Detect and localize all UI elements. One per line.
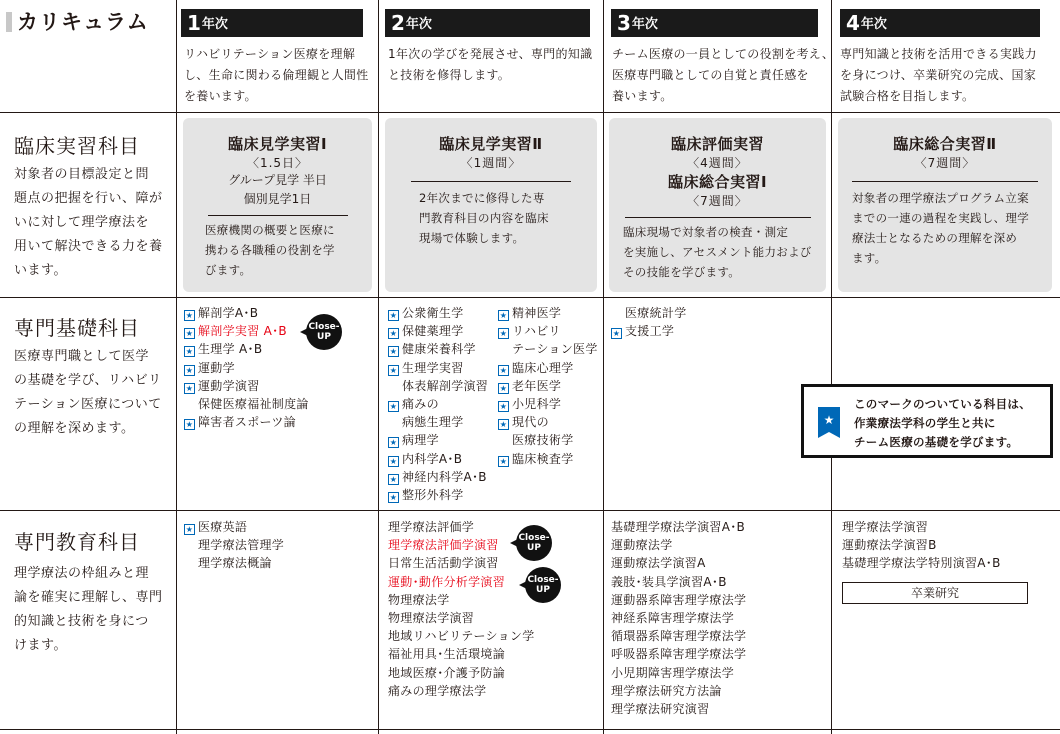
subject-label: 理学療法研究演習 <box>611 702 710 717</box>
subject-label: 痛みの <box>402 397 439 412</box>
desc-line: し、生命に関わる倫理観と人間性 <box>184 68 369 82</box>
column-divider <box>831 0 832 734</box>
text-line: を実施し、アセスメント能力および <box>623 245 812 259</box>
subject-item <box>611 591 746 609</box>
subject-label: 理学療法概論 <box>198 556 272 571</box>
desc-line: リハビリテーション医療を理解 <box>184 47 356 61</box>
year-number: 3 <box>617 11 631 35</box>
subject-item <box>498 340 598 358</box>
subject-label: 基礎理学療法学演習A･B <box>611 520 746 534</box>
subject-item <box>842 536 1001 554</box>
clinical-title: 臨床評価実習 <box>670 135 764 153</box>
clinical-box-year3 <box>609 118 826 292</box>
subject-label: 理学療法評価学 <box>388 520 475 534</box>
subject-item <box>388 395 488 413</box>
star-mark-icon: ★ <box>499 311 508 320</box>
subject-label: 精神医学 <box>512 306 562 320</box>
subject-item <box>388 486 488 504</box>
star-mark-icon: ★ <box>499 420 508 430</box>
subject-label: 地域リハビリテーション学 <box>388 629 535 644</box>
clinical-text <box>838 188 1052 268</box>
specialized-subjects-year3 <box>611 518 746 718</box>
clinical-title: 臨床見学実習Ⅰ <box>227 135 328 153</box>
year-suffix: 年次 <box>860 17 887 32</box>
subject-label: 健康栄養科学 <box>402 342 476 357</box>
year-suffix: 年次 <box>405 17 432 32</box>
subject-label: 障害者スポーツ論 <box>198 415 296 430</box>
subject-item <box>611 518 746 536</box>
subject-label: 運動･動作分析学演習 <box>388 574 506 589</box>
text-line: 療法士となるための理解を深め <box>852 231 1018 245</box>
basic-row-description <box>14 345 174 441</box>
text-line: 対象者の理学療法プログラム立案 <box>852 191 1029 205</box>
year-3-header <box>611 9 818 37</box>
subject-item <box>611 627 746 645</box>
legend-line: 作業療法学科の学生と共に <box>854 416 996 430</box>
subject-label: 神経内科学A･B <box>402 469 487 484</box>
closeup-label: UP <box>527 543 541 553</box>
bookmark-star-icon: ★ <box>818 407 840 437</box>
year-1-header <box>181 9 363 37</box>
subject-item <box>388 645 535 663</box>
subject-label: 老年医学 <box>512 378 562 393</box>
desc-line: 対象者の目標設定と問 <box>14 167 150 182</box>
subject-item <box>184 322 309 340</box>
star-mark-icon: ★ <box>389 402 398 412</box>
clinical-box-year1 <box>183 118 372 292</box>
desc-line: を身につけ、卒業研究の完成、国家 <box>840 68 1037 82</box>
subject-item <box>184 518 284 536</box>
subject-label: 運動療法学 <box>611 538 673 553</box>
star-mark-icon: ★ <box>389 438 398 448</box>
subject-item <box>184 377 309 395</box>
subject-label: 生理学 A･B <box>198 342 263 357</box>
desc-line: 題点の把握を行い、障が <box>14 191 163 206</box>
basic-subjects-year1 <box>184 304 309 431</box>
year-2-header <box>385 9 590 37</box>
legend-line: このマークのついている科目は、 <box>854 397 1031 411</box>
text-line: その技能を学びます。 <box>623 265 741 279</box>
subject-item <box>388 609 535 627</box>
clinical-separator <box>852 181 1038 182</box>
subject-label: 運動療法学演習A <box>611 556 706 571</box>
subject-item <box>498 304 598 322</box>
year-4-header <box>840 9 1040 37</box>
subject-item <box>388 518 535 536</box>
subject-label: 現代の <box>512 415 549 430</box>
subject-label: 臨床心理学 <box>512 360 574 375</box>
subject-label: テーション医学 <box>512 342 598 357</box>
basic-subjects-year3 <box>611 304 687 340</box>
closeup-badge[interactable] <box>525 567 561 603</box>
subject-item <box>611 609 746 627</box>
year-3-description <box>612 44 834 107</box>
subject-label: 小児科学 <box>512 397 562 412</box>
clinical-row-title: 臨床実習科目 <box>14 134 140 158</box>
basic-subjects-year2-col2 <box>498 304 598 468</box>
desc-line: チーム医療の一員としての役割を考え、 <box>612 47 835 61</box>
desc-line: の基礎を学び、リハビリ <box>14 373 162 388</box>
desc-line: 試験合格を目指します。 <box>840 89 975 103</box>
subject-item <box>388 627 535 645</box>
clinical-row-description <box>14 163 174 283</box>
desc-line: 用いて解決できる力を養 <box>14 239 163 254</box>
clinical-box-year4 <box>838 118 1052 292</box>
subject-label: 医療英語 <box>198 520 248 534</box>
desc-line: を養います。 <box>184 89 257 103</box>
subject-item <box>388 340 488 358</box>
subject-label: 支援工学 <box>625 324 675 339</box>
column-divider <box>603 0 604 734</box>
desc-line: 理学療法の枠組みと理 <box>14 566 150 581</box>
subject-item <box>498 431 598 449</box>
specialized-row-description <box>14 562 174 658</box>
star-mark-icon: ★ <box>389 347 398 357</box>
basic-subjects-year2-col1 <box>388 304 488 504</box>
subject-label: 義肢･装具学演習A･B <box>611 574 727 589</box>
subject-label: 神経系障害理学療法学 <box>611 611 735 626</box>
year-1-description <box>184 44 369 107</box>
subject-label: 理学療法管理学 <box>198 538 285 553</box>
year-2-description <box>388 44 592 86</box>
subject-item <box>611 682 746 700</box>
closeup-label: Close- <box>308 322 340 332</box>
subject-item <box>842 518 1001 536</box>
text-line: ます。 <box>852 251 887 265</box>
subject-label: リハビリ <box>512 324 561 339</box>
subject-item <box>498 413 598 431</box>
subject-item <box>611 573 746 591</box>
year-suffix: 年次 <box>201 17 228 32</box>
clinical-text <box>183 220 372 280</box>
star-mark-icon: ★ <box>499 329 508 339</box>
column-divider <box>378 0 379 734</box>
row-divider <box>0 112 1060 113</box>
clinical-duration: 〈4週間〉 <box>687 156 748 170</box>
specialized-subjects-year1 <box>184 518 284 573</box>
title-accent-bar <box>6 12 12 32</box>
star-mark-icon: ★ <box>499 383 508 393</box>
subject-item <box>184 359 309 377</box>
star-mark-icon: ★ <box>389 456 398 466</box>
closeup-badge[interactable] <box>306 314 342 350</box>
subject-item <box>184 536 284 554</box>
year-number: 4 <box>846 11 860 35</box>
subject-label: 小児期障害理学療法学 <box>611 665 735 680</box>
star-mark-icon: ★ <box>185 329 194 339</box>
subject-label: 運動学 <box>198 360 235 375</box>
desc-line: 医療専門職として医学 <box>14 349 150 364</box>
desc-line: 1年次の学びを発展させ、専門的知識 <box>388 47 593 61</box>
subject-item <box>388 450 488 468</box>
page-title: カリキュラム <box>17 10 149 34</box>
star-mark-icon: ★ <box>499 456 508 466</box>
clinical-box-year2 <box>385 118 597 292</box>
clinical-separator <box>625 217 811 218</box>
subject-item <box>611 700 746 718</box>
subject-label: 物理療法学演習 <box>388 611 475 626</box>
subject-label: 医療統計学 <box>625 306 687 320</box>
subject-label: 解剖学A･B <box>198 306 259 320</box>
star-mark-icon: ★ <box>499 365 508 375</box>
star-mark-icon: ★ <box>499 402 508 412</box>
specialized-subjects-year4 <box>842 518 1001 573</box>
subject-item <box>611 536 746 554</box>
closeup-label: Close- <box>518 533 550 543</box>
star-mark-icon: ★ <box>185 525 194 534</box>
subject-item <box>184 340 309 358</box>
desc-line: 論を確実に理解し、専門 <box>14 590 163 605</box>
subject-label: 病態生理学 <box>402 415 464 430</box>
subject-item <box>388 431 488 449</box>
subject-item <box>498 377 598 395</box>
star-mark-icon: ★ <box>389 329 398 339</box>
closeup-label: UP <box>317 332 331 342</box>
star-mark-icon: ★ <box>185 383 194 393</box>
subject-item <box>611 645 746 663</box>
desc-line: けます。 <box>14 638 67 653</box>
subject-label: 呼吸器系障害理学療法学 <box>611 647 747 662</box>
legend-text <box>854 395 1031 452</box>
subject-item <box>498 359 598 377</box>
subject-label: 整形外科学 <box>402 488 464 503</box>
subject-label: 臨床検査学 <box>512 451 574 466</box>
star-mark-icon: ★ <box>185 420 194 430</box>
year-number: 2 <box>391 11 405 35</box>
subject-label: 医療技術学 <box>512 433 574 448</box>
subject-item <box>611 664 746 682</box>
subject-item <box>388 359 488 377</box>
row-divider <box>0 729 1060 730</box>
text-line: 現場で体験します。 <box>419 231 525 245</box>
star-mark-icon: ★ <box>389 474 398 484</box>
subject-item <box>388 664 535 682</box>
year-suffix: 年次 <box>631 17 658 32</box>
specialized-row-title: 専門教育科目 <box>14 530 140 554</box>
clinical-note: 個別見学1日 <box>243 192 312 206</box>
subject-label: 地域医療･介護予防論 <box>388 665 506 680</box>
row-divider <box>0 297 1060 298</box>
legend-box <box>801 384 1053 458</box>
closeup-label: UP <box>536 585 550 595</box>
clinical-text <box>609 222 826 282</box>
closeup-label: Close- <box>527 575 559 585</box>
text-line: 門教育科目の内容を臨床 <box>419 211 549 225</box>
subject-label: 痛みの理学療法学 <box>388 683 487 698</box>
star-mark-icon: ★ <box>389 365 398 375</box>
text-line: 携わる各職種の役割を学 <box>205 243 335 257</box>
subject-label: 内科学A･B <box>402 451 463 466</box>
subject-label: 生理学実習 <box>402 360 464 375</box>
desc-line: いに対して理学療法を <box>14 215 150 230</box>
subject-label: 理学療法研究方法論 <box>611 683 722 698</box>
subject-item <box>498 322 598 340</box>
clinical-separator <box>208 215 348 216</box>
text-line: びます。 <box>205 263 252 277</box>
desc-line: の理解を深めます。 <box>14 421 135 436</box>
desc-line: テーション医療について <box>14 397 162 412</box>
star-mark-icon: ★ <box>389 311 398 320</box>
subject-item <box>184 395 309 413</box>
desc-line: います。 <box>14 263 67 278</box>
graduation-research-box: 卒業研究 <box>842 582 1028 604</box>
year-number: 1 <box>187 11 201 35</box>
subject-item <box>498 450 598 468</box>
clinical-text <box>385 188 597 248</box>
basic-row-title: 専門基礎科目 <box>14 316 140 340</box>
subject-item <box>388 682 535 700</box>
subject-item <box>611 554 746 572</box>
star-mark-icon: ★ <box>612 329 621 339</box>
desc-line: と技術を修得します。 <box>388 68 511 82</box>
subject-item <box>388 304 488 322</box>
subject-label: 理学療法学演習 <box>842 520 929 534</box>
clinical-duration: 〈7週間〉 <box>914 156 976 170</box>
subject-item <box>184 554 284 572</box>
row-divider <box>0 510 1060 511</box>
subject-label: 保健薬理学 <box>402 324 464 339</box>
subject-item <box>388 468 488 486</box>
desc-line: 医療専門職としての自覚と責任感を <box>612 68 809 82</box>
subject-item <box>388 591 535 609</box>
subject-item <box>498 395 598 413</box>
clinical-title-2: 臨床総合実習Ⅰ <box>667 173 768 191</box>
subject-item <box>842 554 1001 572</box>
subject-label: 福祉用具･生活環境論 <box>388 647 506 662</box>
subject-label: 公衆衛生学 <box>402 306 464 320</box>
clinical-separator <box>411 181 571 182</box>
subject-label: 運動学演習 <box>198 378 260 393</box>
subject-label: 運動療法学演習B <box>842 538 937 553</box>
clinical-title: 臨床見学実習Ⅱ <box>439 135 543 153</box>
star-mark-icon: ★ <box>185 311 194 320</box>
star-mark-icon: ★ <box>185 365 194 375</box>
clinical-duration-2: 〈7週間〉 <box>687 194 748 208</box>
subject-label: 運動器系障害理学療法学 <box>611 592 747 607</box>
subject-item <box>184 304 309 322</box>
subject-item <box>388 413 488 431</box>
text-line: 医療機関の概要と医療に <box>205 223 335 237</box>
desc-line: 専門知識と技術を活用できる実践力 <box>840 47 1037 61</box>
clinical-note: グループ見学 半日 <box>228 173 327 187</box>
clinical-duration: 〈1週間〉 <box>460 156 522 170</box>
subject-item <box>388 554 535 572</box>
subject-item <box>388 322 488 340</box>
star-mark-icon: ★ <box>389 493 398 503</box>
subject-item <box>611 304 687 322</box>
text-line: 臨床現場で対象者の検査・測定 <box>623 225 789 239</box>
subject-item <box>388 573 535 591</box>
subject-label: 物理療法学 <box>388 592 450 607</box>
desc-line: 的知識と技術を身につ <box>14 614 149 629</box>
text-line: までの一連の過程を実践し、理学 <box>852 211 1029 225</box>
subject-item <box>388 377 488 395</box>
column-divider <box>176 0 177 734</box>
clinical-title: 臨床総合実習Ⅱ <box>893 135 997 153</box>
clinical-duration: 〈1.5日〉 <box>246 156 309 170</box>
subject-label: 保健医療福祉制度論 <box>198 397 309 412</box>
subject-label: 解剖学実習 A･B <box>198 324 287 339</box>
text-line: 2年次までに修得した専 <box>419 191 545 205</box>
subject-label: 理学療法評価学演習 <box>388 538 499 553</box>
subject-label: 体表解剖学演習 <box>402 378 489 393</box>
year-4-description <box>840 44 1037 107</box>
closeup-badge[interactable] <box>516 525 552 561</box>
subject-item <box>611 322 687 340</box>
desc-line: 養います。 <box>612 89 673 103</box>
subject-label: 循環器系障害理学療法学 <box>611 629 747 644</box>
legend-line: チーム医療の基礎を学びます。 <box>854 435 1019 449</box>
subject-label: 日常生活活動学演習 <box>388 556 499 571</box>
star-mark-icon: ★ <box>185 347 194 357</box>
subject-label: 病理学 <box>402 433 439 448</box>
subject-item <box>184 413 309 431</box>
subject-label: 基礎理学療法学特別演習A･B <box>842 556 1001 571</box>
